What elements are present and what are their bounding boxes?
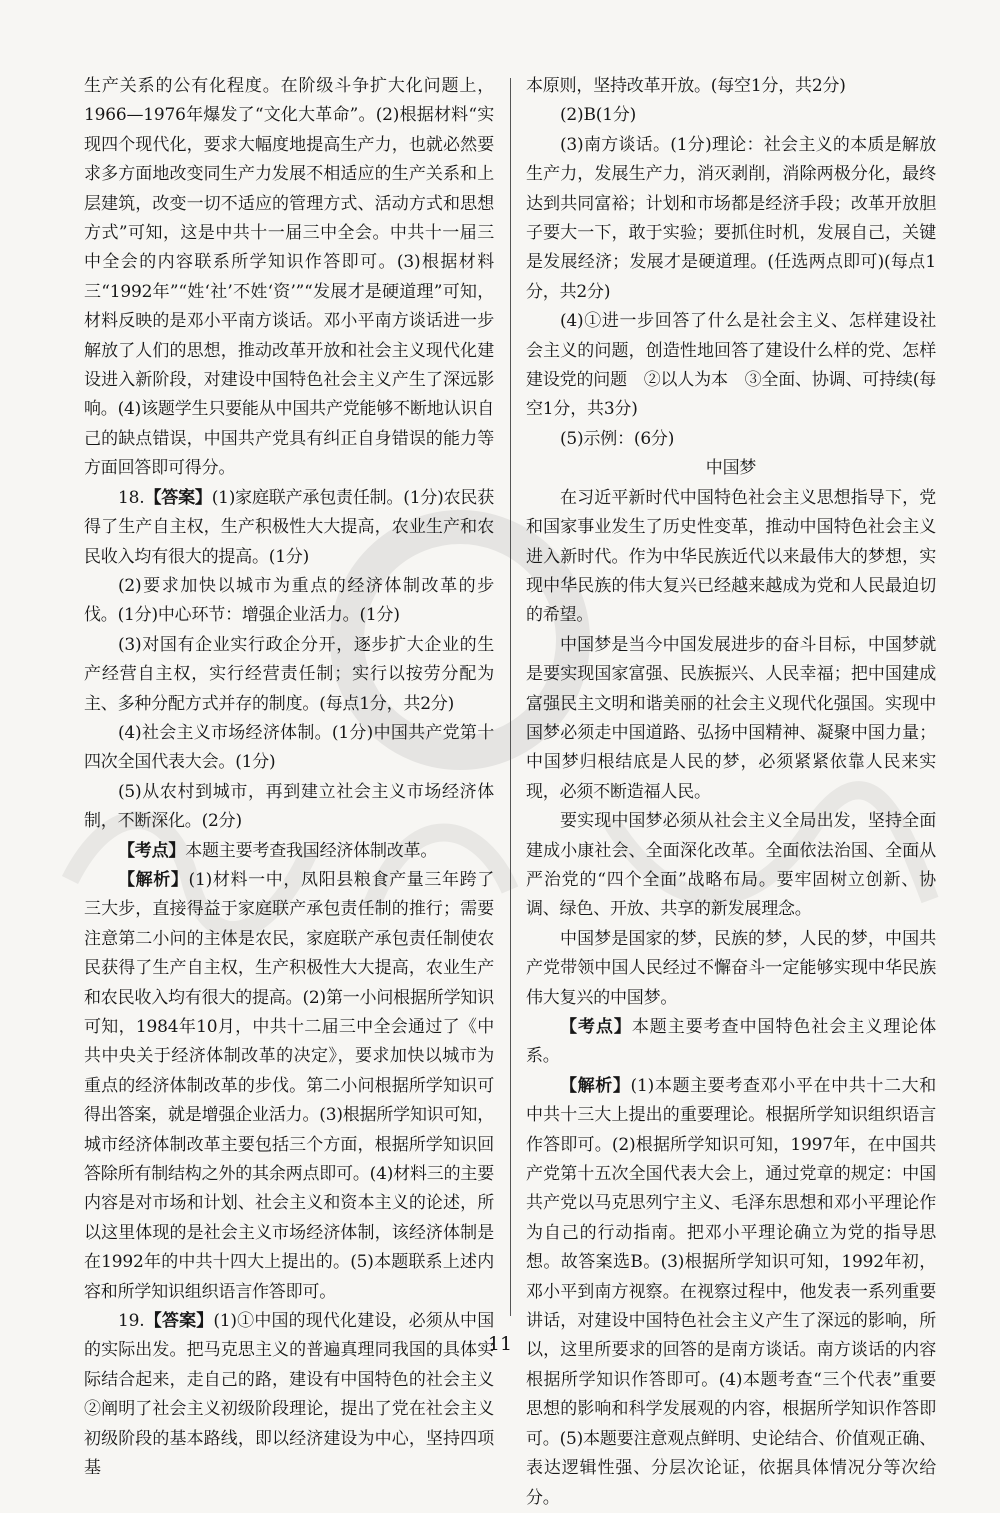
paragraph bbox=[526, 631, 936, 807]
paragraph bbox=[526, 101, 936, 130]
paragraph-text: (5)示例：(6分) bbox=[560, 428, 675, 449]
section-tag: 【考点】 bbox=[560, 1017, 632, 1037]
paragraph-text: 生产关系的公有化程度。在阶级斗争扩大化问题上，1966—1976年爆发了“文化大革命”。(2)根据材料“实现四个现代化，要求大幅度地提高生产力，也就必然要求多方面地改变同生产力发展不相适应的生产关系和上层建筑，改变一切不适应的管理方式、活动方式和思想方式”可知，这是中共十一届三中全会。中共十一届三中全会的内容联系所学知识作答即可。(3)根据材料三“1992年”“姓‘社’不姓‘资’”“发展才是硬道理”可知，材料反映的是邓小平南方谈话。邓小平南方谈话进一步解放了人们的思想，推动改革开放和社会主义现代化建设进入新阶段，对建设中国特色社会主义产生了深远影响。(4)该题学生只要能从中国共产党能够不断地认识自己的缺点错误，中国共产党具有纠正自身错误的能力等方面回答即可得分。 bbox=[84, 76, 494, 479]
paragraph bbox=[526, 925, 936, 1013]
paragraph-text: 中国梦是国家的梦，民族的梦，人民的梦，中国共产党带领中国人民经过不懈奋斗一定能够实现中华民族伟大复兴的中国梦。 bbox=[526, 928, 936, 1008]
essay-title bbox=[526, 454, 936, 483]
paragraph bbox=[526, 807, 936, 925]
section-tag: 【考点】 bbox=[118, 840, 186, 861]
section-tag: 【解析】 bbox=[560, 1075, 631, 1096]
paragraph bbox=[526, 425, 936, 454]
tagged-paragraph bbox=[84, 484, 494, 572]
paragraph-text: 本原则，坚持改革开放。(每空1分，共2分) bbox=[526, 76, 846, 96]
right-column bbox=[526, 72, 936, 1513]
paragraph-text: (1)本题主要考查邓小平在中共十二大和中共十三大上提出的重要理论。根据所学知识组织语言作答即可。(2)根据所学知识可知，1997年，在中国共产党第十五次全国代表大会上，通过党章的规定：中国共产党以马克思列宁主义、毛泽东思想和邓小平理论作为自己的行动指南。把邓小平理论确立为党的指导思想。故答案选B。(3)根据所学知识可知，1992年初，邓小平到南方视察。在视察过程中，他发表一系列重要讲话，对建设中国特色社会主义产生了深远的影响，所以，这里所要求的回答的是南方谈话。南方谈话的内容根据所学知识作答即可。(4)本题考查“三个代表”重要思想的影响和科学发展观的内容，根据所学知识作答即可。(5)本题要注意观点鲜明、史论结合、价值观正确、表达逻辑性强、分层次论证，依据具体情况分等次给分。 bbox=[526, 1075, 937, 1508]
paragraph-text: (3)南方谈话。(1分)理论：社会主义的本质是解放生产力，发展生产力，消灭剥削，消除两极分化，最终达到共同富裕；计划和市场都是经济手段；改革开放胆子要大一下，敢于实验；要抓住时机，发展自己，关键是发展经济；发展才是硬道理。(任选两点即可)(每点1分，共2分) bbox=[526, 134, 936, 302]
paragraph-text: (2)要求加快以城市为重点的经济体制改革的步伐。(1分)中心环节：增强企业活力。(1分) bbox=[84, 575, 494, 626]
paragraph-text: (1)①中国的现代化建设，必须从中国的实际出发。把马克思主义的普遍真理同我国的具体实际结合起来，走自己的路，建设有中国特色的社会主义 ②阐明了社会主义初级阶段理论，提出了党在社会主义初级阶段的基本路线，即以经济建设为中心，坚持四项基 bbox=[84, 1311, 511, 1479]
paragraph bbox=[84, 631, 494, 719]
section-tag: 【解析】 bbox=[118, 869, 189, 890]
tagged-paragraph bbox=[84, 837, 494, 866]
paragraph-text: 中国梦是当今中国发展进步的奋斗目标，中国梦就是要实现国家富强、民族振兴、人民幸福；把中国建成富强民主文明和谐美丽的社会主义现代化强国。实现中国梦必须走中国道路、弘扬中国精神、凝聚中国力量；中国梦归根结底是人民的梦，必须紧紧依靠人民来实现，必须不断造福人民。 bbox=[526, 634, 936, 802]
paragraph bbox=[526, 307, 936, 425]
paragraph-continued bbox=[84, 72, 494, 484]
paragraph-continued bbox=[526, 72, 936, 101]
paragraph-text: 中国梦 bbox=[705, 458, 757, 479]
paragraph bbox=[84, 778, 494, 837]
paragraph-text: 本题主要考查我国经济体制改革。 bbox=[185, 840, 438, 861]
paragraph-text: (1)材料一中，凤阳县粮食产量三年跨了三大步，直接得益于家庭联产承包责任制的推行；需要注意第二小问的主体是农民，家庭联产承包责任制使农民获得了生产自主权，生产积极性大大提高，农业生产和农民收入均有很大的提高。(2)第一小问根据所学知识可知，1984年10月，中共十二届三中全会通过了《中共中央关于经济体制改革的决定》，要求加快以城市为重点的经济体制改革的步伐。第二小问根据所学知识可得出答案，就是增强企业活力。(3)根据所学知识可知，城市经济体制改革主要包括三个方面，根据所学知识回答除所有制结构之外的其余两点即可。(4)材料三的主要内容是对市场和计划、社会主义和资本主义的论述，所以这里体现的是社会主义市场经济体制，该经济体制是在1992年的中共十四大上提出的。(5)本题联系上述内容和所学知识组织语言作答即可。 bbox=[84, 869, 495, 1302]
paragraph-text: 在习近平新时代中国特色社会主义思想指导下，党和国家事业发生了历史性变革，推动中国特色社会主义进入新时代。作为中华民族近代以来最伟大的梦想，实现中华民族的伟大复兴已经越来越成为党和人民最迫切的希望。 bbox=[526, 487, 936, 626]
paragraph-text: (4)①进一步回答了什么是社会主义、怎样建设社会主义的问题，创造性地回答了建设什么样的党、怎样建设党的问题 ②以人为本 ③全面、协调、可持续(每空1分，共3分) bbox=[526, 311, 936, 420]
paragraph-text: (1)家庭联产承包责任制。(1分)农民获得了生产自主权，生产积极性大大提高，农业生产和农民收入均有很大的提高。(1分) bbox=[84, 487, 494, 567]
left-column bbox=[84, 72, 511, 1484]
paragraph-text: (3)对国有企业实行政企分开，逐步扩大企业的生产经营自主权，实行经营责任制；实行以按劳分配为主、多种分配方式并存的制度。(每点1分，共2分) bbox=[84, 634, 494, 714]
question-number: 18. bbox=[118, 487, 145, 508]
section-tag: 【答案】 bbox=[144, 1311, 214, 1332]
paragraph-text: (2)B(1分) bbox=[560, 105, 637, 126]
paragraph bbox=[84, 572, 494, 631]
paragraph bbox=[84, 719, 494, 778]
paragraph bbox=[526, 131, 936, 307]
question-number: 19. bbox=[118, 1311, 145, 1332]
tagged-paragraph bbox=[84, 866, 494, 1307]
page-number: 11 bbox=[487, 1333, 513, 1355]
section-tag: 【答案】 bbox=[144, 487, 212, 508]
paragraph-text: 本题主要考查中国特色社会主义理论体系。 bbox=[526, 1017, 936, 1067]
tagged-paragraph bbox=[526, 1072, 936, 1513]
paragraph bbox=[526, 484, 936, 631]
paragraph-text: (5)从农村到城市，再到建立社会主义市场经济体制，不断深化。(2分) bbox=[84, 781, 494, 832]
tagged-paragraph bbox=[526, 1013, 936, 1072]
paragraph-text: (4)社会主义市场经济体制。(1分)中国共产党第十四次全国代表大会。(1分) bbox=[84, 722, 494, 773]
paragraph-text: 要实现中国梦必须从社会主义全局出发，坚持全面建成小康社会、全面深化改革。全面依法治国、全面从严治党的“四个全面”战略布局。要牢固树立创新、协调、绿色、开放、共享的新发展理念。 bbox=[526, 811, 936, 920]
column-divider bbox=[510, 78, 511, 1316]
